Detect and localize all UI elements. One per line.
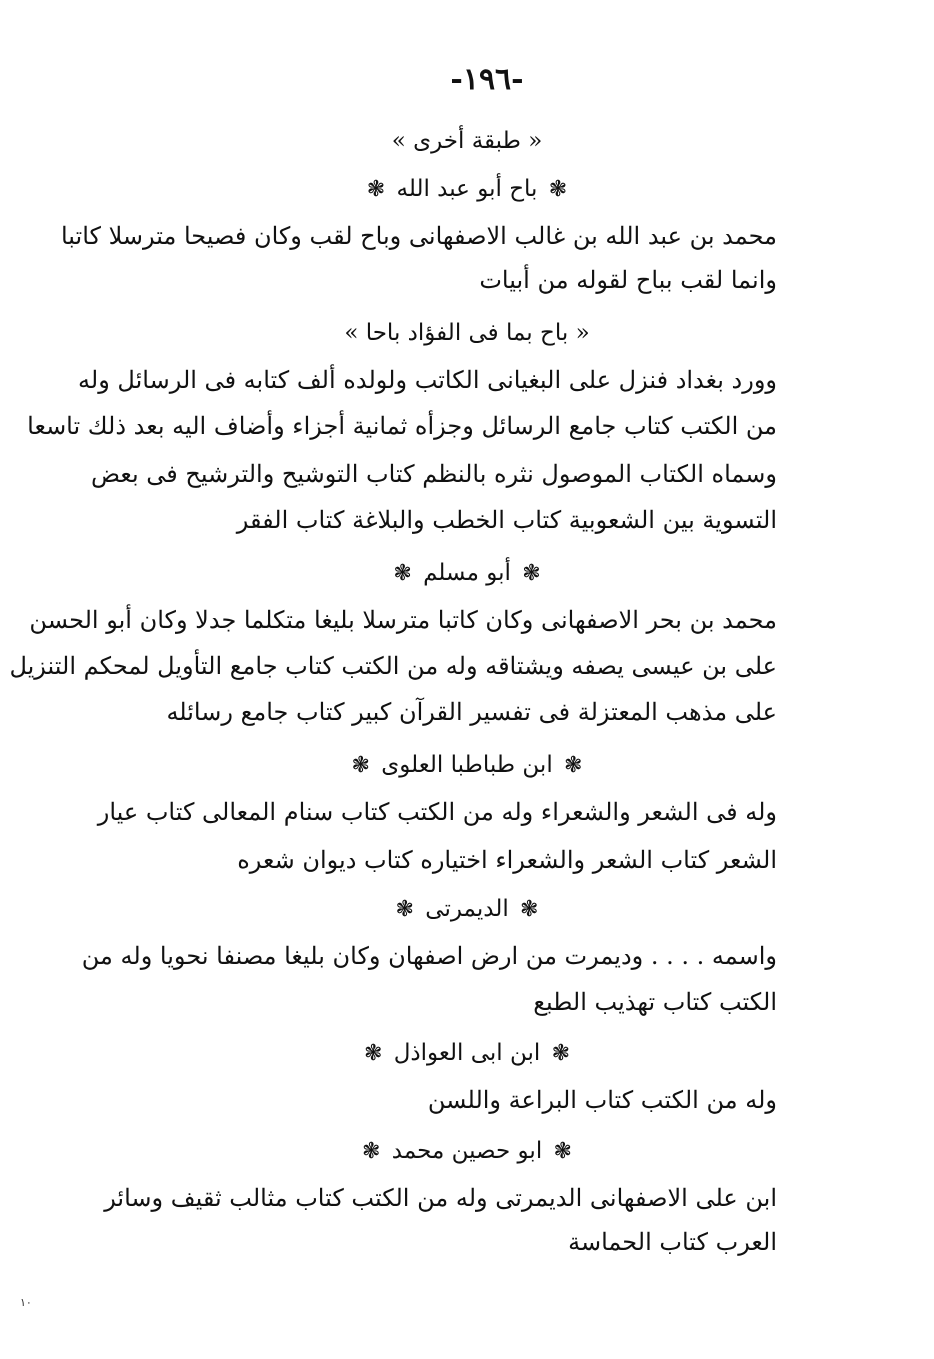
entry-heading (0, 752, 934, 778)
margin-mark: ١٠ (20, 1296, 32, 1309)
heading-text: الديمرتى (425, 896, 509, 922)
ornament-icon: ❃ (564, 753, 583, 778)
heading-text: ابن طباطبا العلوى (381, 752, 553, 778)
verse-heading (0, 320, 934, 346)
section-heading (0, 128, 934, 154)
page-number: -١٩٦- (450, 62, 524, 97)
ornament-icon: ❃ (553, 1139, 572, 1164)
heading-text: باح أبو عبد الله (396, 176, 538, 202)
paragraph-line: وله فى الشعر والشعراء وله من الكتب كتاب سنام المعالى كتاب عيار (97, 798, 777, 826)
ornament-icon: ❃ (395, 897, 414, 922)
entry-heading (0, 1138, 934, 1164)
paragraph-line: على مذهب المعتزلة فى تفسير القرآن كبير كتاب جامع رسائله (166, 698, 777, 726)
paragraph-line: الكتب كتاب تهذيب الطبع (533, 988, 777, 1016)
paragraph-line: محمد بن عبد الله بن غالب الاصفهانى وباح لقب وكان فصيحا مترسلا كاتبا (60, 222, 777, 250)
paragraph-line: وله من الكتب كتاب البراعة واللسن (427, 1086, 777, 1114)
paragraph-line: واسمه . . . . وديمرت من ارض اصفهان وكان بليغا مصنفا نحويا وله من (81, 942, 777, 970)
heading-text: ابو حصين محمد (391, 1138, 543, 1164)
paragraph-line: وسماه الكتاب الموصول نثره بالنظم كتاب التوشيح والترشيح فى بعض (91, 460, 777, 488)
entry-heading (0, 176, 934, 202)
heading-text: ابن ابى العواذل (393, 1040, 541, 1066)
ornament-icon: ❃ (363, 1041, 383, 1066)
paragraph-line: العرب كتاب الحماسة (568, 1228, 777, 1256)
ornament-icon: ❃ (366, 177, 386, 202)
ornament-icon: ❃ (520, 897, 539, 922)
ornament-icon: ❃ (548, 177, 568, 202)
entry-heading (0, 1040, 934, 1066)
ornament-icon: ❃ (351, 753, 370, 778)
paragraph-line: وانما لقب بباح لقوله من أبيات (479, 266, 777, 294)
paragraph-line: الشعر كتاب الشعر والشعراء اختياره كتاب ديوان شعره (237, 846, 777, 874)
paragraph-line: وورد بغداد فنزل على البغيانى الكاتب ولولده ألف كتابه فى الرسائل وله (78, 366, 777, 394)
ornament-icon: ❃ (522, 561, 541, 586)
entry-heading (0, 560, 934, 586)
paragraph-line: ابن على الاصفهانى الديمرتى وله من الكتب كتاب مثالب ثقيف وسائر (104, 1184, 777, 1212)
paragraph-line: التسوية بين الشعوبية كتاب الخطب والبلاغة كتاب الفقر (236, 506, 777, 534)
paragraph-line: على بن عيسى يصفه ويشتاقه وله من الكتب كتاب جامع التأويل لمحكم التنزيل (9, 652, 777, 680)
heading-text: « باح بما فى الفؤاد باحا » (344, 320, 590, 346)
heading-text: « طبقة أخرى » (391, 128, 543, 154)
paragraph-line: محمد بن بحر الاصفهانى وكان كاتبا مترسلا بليغا متكلما جدلا وكان أبو الحسن (29, 606, 777, 634)
heading-text: أبو مسلم (423, 560, 511, 586)
entry-heading (0, 896, 934, 922)
paragraph-line: من الكتب كتاب جامع الرسائل وجزأه ثمانية أجزاء وأضاف اليه بعد ذلك تاسعا (27, 412, 777, 440)
ornament-icon: ❃ (551, 1041, 571, 1066)
ornament-icon: ❃ (362, 1139, 381, 1164)
ornament-icon: ❃ (393, 561, 412, 586)
